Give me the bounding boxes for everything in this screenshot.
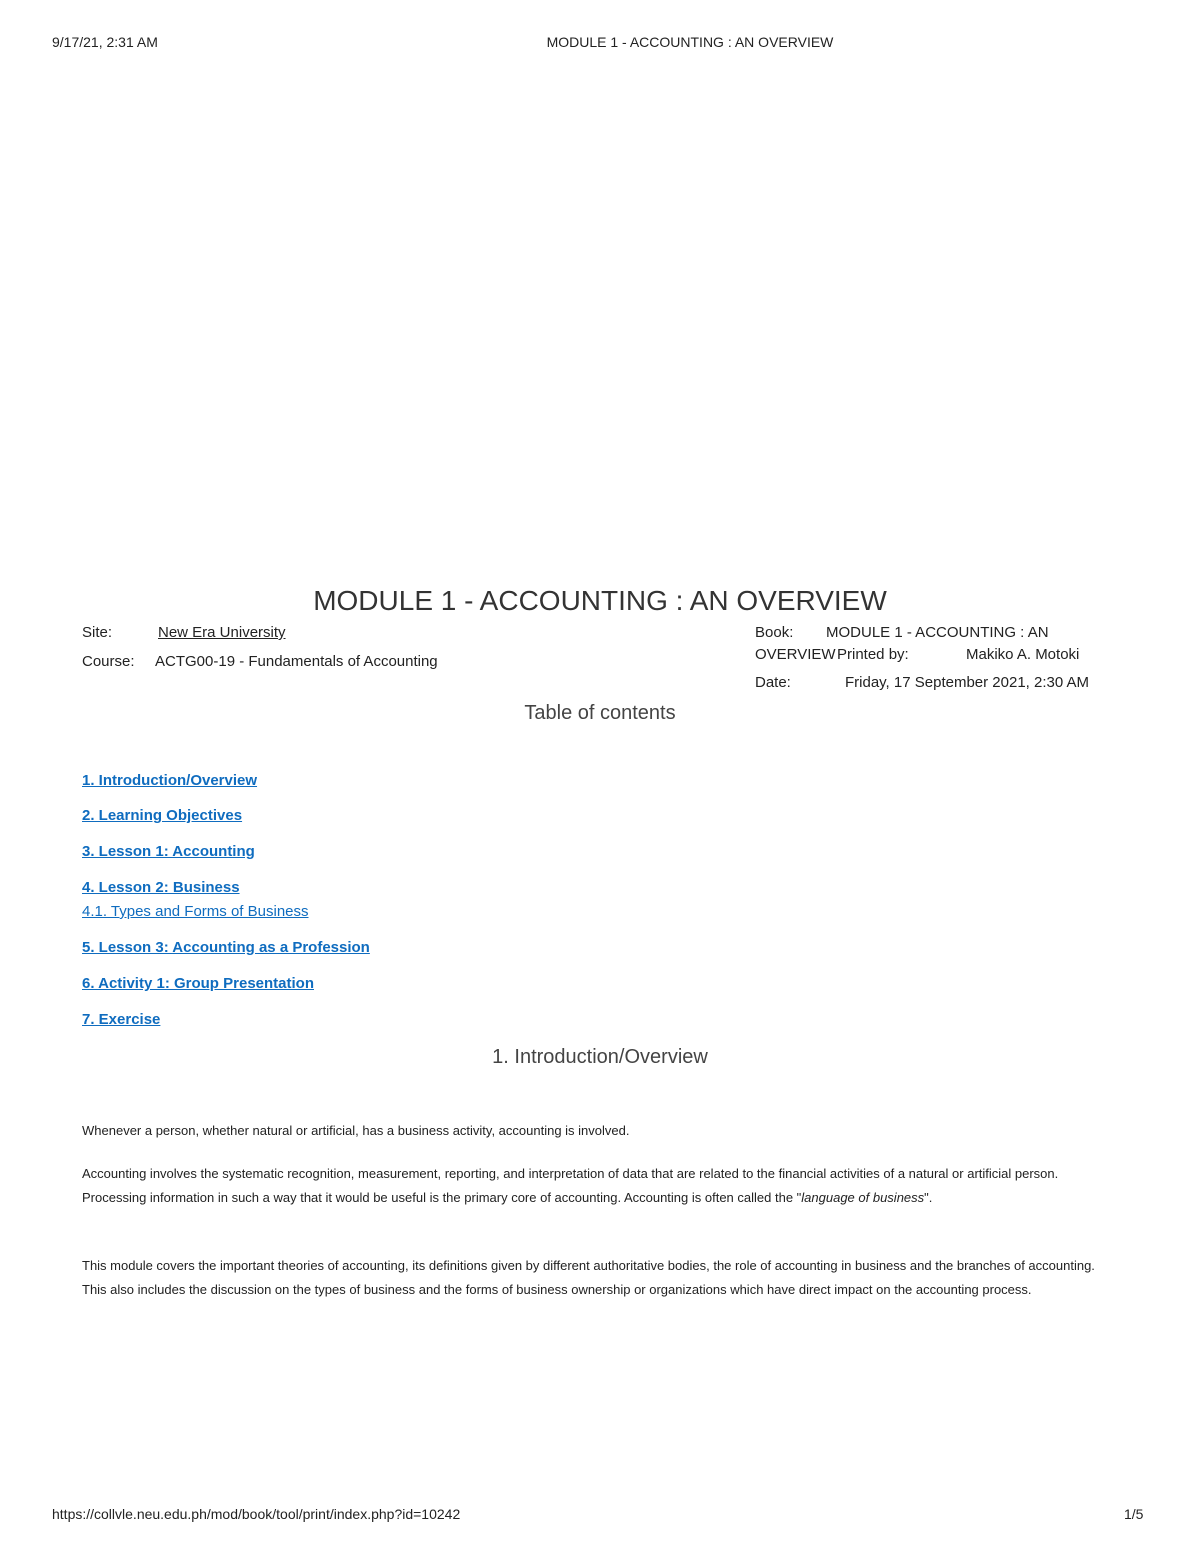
- date-label: Date:: [755, 674, 791, 691]
- section-paragraph-3: [82, 1254, 1112, 1302]
- print-page-number: 1/5: [1124, 1506, 1144, 1522]
- toc-item-lesson-2[interactable]: 4. Lesson 2: Business: [82, 879, 240, 896]
- course-value: ACTG00-19 - Fundamentals of Accounting: [155, 653, 438, 670]
- printed-by-label: Printed by:: [837, 646, 909, 663]
- toc-title: Table of contents: [524, 702, 676, 724]
- toc-item-exercise[interactable]: 7. Exercise: [82, 1011, 161, 1028]
- toc-item-lesson-3[interactable]: 5. Lesson 3: Accounting as a Profession: [82, 939, 370, 956]
- course-label: Course:: [82, 653, 135, 670]
- site-link[interactable]: New Era University: [158, 624, 286, 641]
- toc-item-lesson-1[interactable]: 3. Lesson 1: Accounting: [82, 843, 255, 860]
- document-title: MODULE 1 - ACCOUNTING : AN OVERVIEW: [313, 585, 887, 616]
- toc-subitem-types-forms[interactable]: 4.1. Types and Forms of Business: [82, 903, 309, 920]
- toc-item-learning-objectives[interactable]: 2. Learning Objectives: [82, 807, 243, 824]
- book-value-continued: OVERVIEW: [755, 646, 836, 663]
- emphasis-text: language of business: [801, 1190, 925, 1205]
- paragraph-text: Whenever a person, whether natural or artificial, has a business activity, accounting is involved.: [82, 1123, 630, 1138]
- toc-item-activity-1[interactable]: 6. Activity 1: Group Presentation: [82, 975, 314, 992]
- paragraph-text: Accounting involves the systematic recognition, measurement, reporting, and interpretation of data that are related to the financial activities of a natural or artificial person. Processing information in such a way that it would be useful is the primary core of accounting. Accounting is often called the ": [82, 1166, 1059, 1205]
- printed-by-value: Makiko A. Motoki: [966, 646, 1080, 663]
- section-paragraph-1: [82, 1119, 1112, 1143]
- print-page-title: MODULE 1 - ACCOUNTING : AN OVERVIEW: [546, 34, 834, 50]
- section-paragraph-2: [82, 1162, 1112, 1210]
- toc-item-introduction[interactable]: 1. Introduction/Overview: [82, 772, 258, 789]
- section-title: 1. Introduction/Overview: [492, 1046, 708, 1068]
- site-label: Site:: [82, 624, 113, 641]
- book-label: Book:: [755, 624, 794, 641]
- print-datetime: 9/17/21, 2:31 AM: [52, 34, 158, 50]
- book-value: MODULE 1 - ACCOUNTING : AN: [826, 624, 1049, 641]
- date-value: Friday, 17 September 2021, 2:30 AM: [845, 674, 1090, 691]
- paragraph-text-end: ".: [924, 1190, 933, 1205]
- print-url: https://collvle.neu.edu.ph/mod/book/tool/print/index.php?id=10242: [52, 1506, 461, 1522]
- paragraph-text: This module covers the important theories of accounting, its definitions given by different authoritative bodies, the role of accounting in business and the branches of accounting. This also includes the discussion on the types of business and the forms of business ownership or organizations which have direct impact on the accounting process.: [82, 1258, 1095, 1297]
